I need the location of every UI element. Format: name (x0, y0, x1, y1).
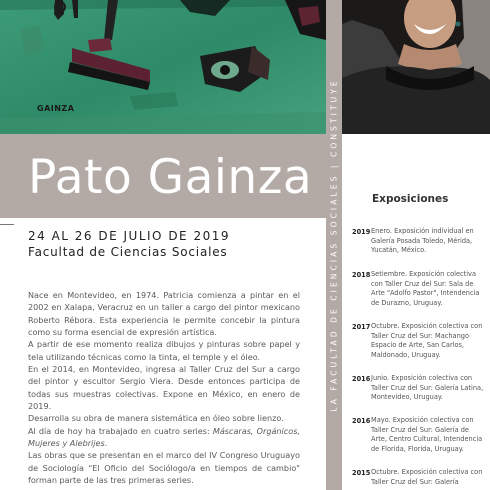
exhibition-description: Setiembre. Exposición colectiva con Taller Cruz del Sur: Sala de Arte "Adolfo Pastor", Intendencia de Durazno, Uruguay. (371, 270, 480, 307)
exhibition-year: 2016 (352, 417, 371, 425)
artist-name-title: Pato Gainza (28, 150, 313, 205)
bio-paragraph: Nace en Montevideo, en 1974. Patricia comienza a pintar en el 2002 en Xalapa, Veracruz en un taller a cargo del pintor mexicano Roberto Rébora. Esta experiencia le permite concebir la pintura como su forma esencial de expresión artística. (28, 290, 300, 338)
painting-artwork (0, 0, 326, 134)
exhibition-entry (352, 227, 488, 256)
exhibition-year: 2018 (352, 271, 371, 279)
bio-paragraph-series (28, 425, 300, 450)
event-venue: Facultad de Ciencias Sociales (28, 245, 228, 259)
exhibition-description: Octubre. Exposición colectiva con Taller Cruz del Sur: Machango Espacio de Arte, San Carlos, Maldonado, Uruguay. (371, 322, 483, 359)
artist-portrait (342, 0, 490, 134)
exhibition-description: Octubre. Exposición colectiva con Taller Cruz del Sur: Galería (371, 468, 483, 486)
bio-series-names: Máscaras, Orgánicos, Mujeres y Alebrijes (28, 425, 301, 449)
painting-image (0, 0, 326, 134)
exhibition-year: 2017 (352, 323, 371, 331)
bio-paragraph: En el 2014, en Montevideo, ingresa al Taller Cruz del Sur a cargo del pintor y escultor Sergio Viera. Desde entonces participa de todas sus muestras colectivas. Expone en México, en enero de 2019. (28, 364, 300, 412)
exhibition-entry (352, 322, 488, 360)
artist-biography (28, 289, 300, 487)
exhibition-description: Mayo. Exposición colectiva con Taller Cruz del Sur: Galería de Arte, Centro Cultural, Intendencia de Florida, Florida, Uruguay. (371, 416, 483, 453)
exhibition-description: Enero. Exposición individual en Galería Posada Toledo, Mérida, Yucatán, México. (371, 227, 474, 255)
divider-dash (0, 224, 14, 225)
bio-paragraph: Las obras que se presentan en el marco del IV Congreso Uruguayo de Sociología "El Oficio del Sociólogo/a en tiempos de cambio" forman parte de las tres primeras series. (28, 450, 300, 486)
event-date: 24 AL 26 DE JULIO DE 2019 (28, 229, 230, 243)
exhibition-year: 2015 (352, 469, 371, 477)
bio-series-prefix: Al día de hoy ha trabajado en cuatro series: (28, 425, 213, 436)
bio-paragraph: A partir de ese momento realiza dibujos y pinturas sobre papel y tela utilizando técnicas como la tinta, el temple y el óleo. (28, 339, 300, 362)
painting-signature: GAINZA (37, 104, 75, 113)
exhibition-entry (352, 468, 488, 487)
bio-paragraph: Desarrolla su obra de manera sistemática en óleo sobre lienzo. (28, 413, 284, 424)
exhibition-year: 2016 (352, 375, 371, 383)
portrait-illustration (342, 0, 490, 134)
exhibitions-heading: Exposiciones (372, 193, 449, 205)
bio-series-suffix: . (104, 438, 108, 449)
exhibition-year: 2019 (352, 228, 371, 236)
exhibition-entry (352, 416, 488, 454)
vertical-caption: LA FACULTAD DE CIENCIAS SOCIALES | CONSTITUYE (329, 78, 339, 412)
exhibition-entry (352, 270, 488, 308)
exhibition-entry (352, 374, 488, 403)
exhibition-description: Junio. Exposición colectiva con Taller Cruz del Sur: Galería Latina, Montevideo, Uruguay. (371, 374, 484, 402)
